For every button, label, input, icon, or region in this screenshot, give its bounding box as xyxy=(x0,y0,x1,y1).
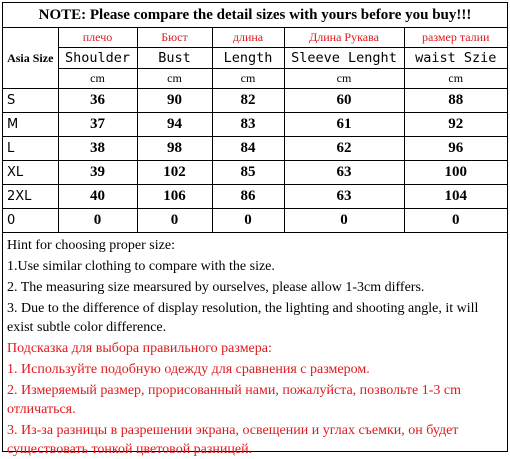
col-unit-sleeve: cm xyxy=(284,69,404,89)
asia-size-header: Asia Size xyxy=(3,28,58,89)
table-cell: 84 xyxy=(212,137,284,161)
table-cell: 63 xyxy=(284,161,404,185)
col-unit-shoulder: cm xyxy=(58,69,137,89)
table-cell: 94 xyxy=(137,113,212,137)
size-chart xyxy=(2,2,508,457)
hint-en-1: 1.Use similar clothing to compare with the size. xyxy=(7,259,275,274)
col-unit-waist: cm xyxy=(404,69,507,89)
table-cell: 100 xyxy=(404,161,507,185)
col-ru-shoulder: плечо xyxy=(58,28,137,48)
col-unit-bust: cm xyxy=(137,69,212,89)
table-cell: 83 xyxy=(212,113,284,137)
col-en-length: Length xyxy=(212,48,284,69)
hint-ru-title: Подсказка для выбора правильного размера: xyxy=(7,341,272,356)
table-row xyxy=(3,89,507,113)
table-cell: 106 xyxy=(137,185,212,209)
table-cell: 39 xyxy=(58,161,137,185)
col-unit-length: cm xyxy=(212,69,284,89)
table-cell: 0 xyxy=(212,209,284,233)
table-row xyxy=(3,161,507,185)
table-cell: 0 xyxy=(137,209,212,233)
col-ru-sleeve: Длина Рукава xyxy=(284,28,404,48)
size-table xyxy=(3,28,507,233)
table-cell: 86 xyxy=(212,185,284,209)
table-row xyxy=(3,113,507,137)
table-cell: 0 xyxy=(284,209,404,233)
size-label: 2XL xyxy=(3,185,58,209)
col-en-waist: waist Szie xyxy=(404,48,507,69)
size-label: L xyxy=(3,137,58,161)
col-ru-waist: размер талии xyxy=(404,28,507,48)
size-label: XL xyxy=(3,161,58,185)
table-cell: 60 xyxy=(284,89,404,113)
col-en-sleeve: Sleeve Lenght xyxy=(284,48,404,69)
hint-ru-3: 3. Из-за разницы в разрешении экрана, освещении и углах съемки, он будет существовать тонкой цветовой разницей. xyxy=(7,423,459,457)
note-banner: NOTE: Please compare the detail sizes with yours before you buy!!! xyxy=(3,3,507,28)
hint-en-title: Hint for choosing proper size: xyxy=(7,238,175,253)
col-en-bust: Bust xyxy=(137,48,212,69)
table-cell: 38 xyxy=(58,137,137,161)
table-cell: 98 xyxy=(137,137,212,161)
table-row xyxy=(3,209,507,233)
hint-en-2: 2. The measuring size mearsured by ourselves, please allow 1-3cm differs. xyxy=(7,280,425,295)
table-cell: 85 xyxy=(212,161,284,185)
table-cell: 36 xyxy=(58,89,137,113)
table-cell: 0 xyxy=(58,209,137,233)
col-ru-bust: Бюст xyxy=(137,28,212,48)
table-cell: 90 xyxy=(137,89,212,113)
table-cell: 62 xyxy=(284,137,404,161)
table-cell: 61 xyxy=(284,113,404,137)
size-label: M xyxy=(3,113,58,137)
table-cell: 88 xyxy=(404,89,507,113)
col-en-shoulder: Shoulder xyxy=(58,48,137,69)
table-cell: 63 xyxy=(284,185,404,209)
table-cell: 82 xyxy=(212,89,284,113)
hint-en-3: 3. Due to the difference of display resolution, the lighting and shooting angle, it will exist subtle color difference. xyxy=(7,301,479,335)
table-cell: 102 xyxy=(137,161,212,185)
table-cell: 92 xyxy=(404,113,507,137)
table-cell: 37 xyxy=(58,113,137,137)
table-row xyxy=(3,137,507,161)
table-cell: 0 xyxy=(404,209,507,233)
table-row xyxy=(3,185,507,209)
size-label: S xyxy=(3,89,58,113)
hint-ru-1: 1. Используйте подобную одежду для сравнения с размером. xyxy=(7,362,370,377)
hint-ru-2: 2. Измеряемый размер, прорисованный нами, пожалуйста, позвольте 1-3 cm отличаться. xyxy=(7,383,461,417)
table-cell: 96 xyxy=(404,137,507,161)
col-ru-length: длина xyxy=(212,28,284,48)
table-cell: 40 xyxy=(58,185,137,209)
size-label: 0 xyxy=(3,209,58,233)
size-hints xyxy=(3,233,507,459)
table-cell: 104 xyxy=(404,185,507,209)
